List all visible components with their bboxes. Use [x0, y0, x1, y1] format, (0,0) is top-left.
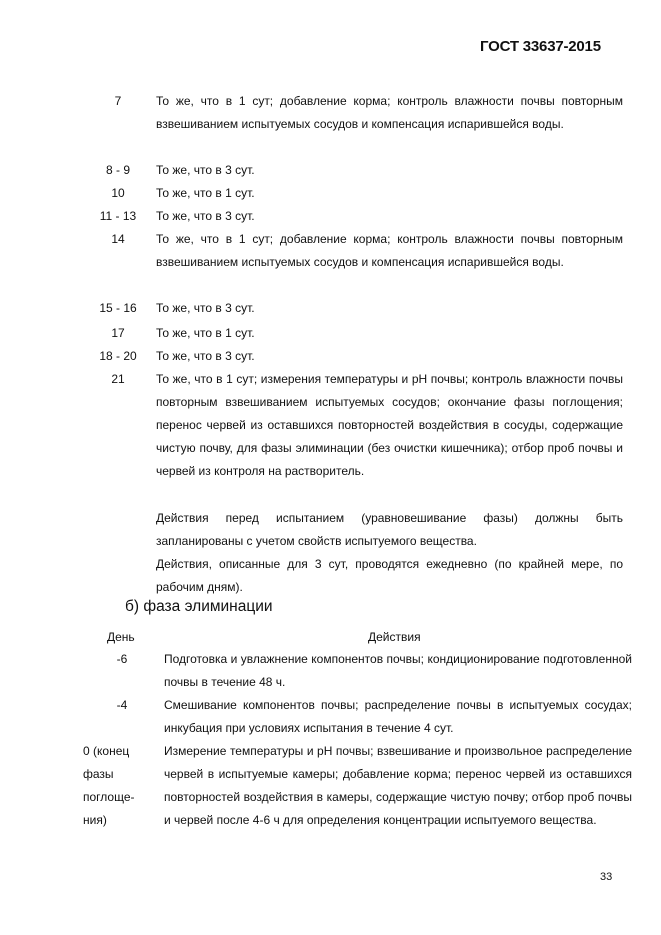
page-number: 33 — [600, 871, 613, 883]
row-actions: То же, что в 1 сут; добавление корма; контроль влажности почвы повторным взвешиванием испытуемых сосудов и компенсация испарившейся воды. — [156, 232, 623, 269]
row-day: 18 - 20 — [99, 349, 137, 363]
row-actions: То же, что в 1 сут; измерения температуры и рН почвы; контроль влажности почвы повторным взвешиванием испытуемых сосудов; окончание фазы поглощения; перенос червей из оставшихся повторностей воздействия в сосуды, содержащие чистую почву, для фазы элиминации (без очистки кишечника); отбор проб почвы и червей из контроля на растворитель. — [156, 372, 623, 478]
row-day: -6 — [116, 652, 128, 666]
note-paragraph: Действия, описанные для 3 сут, проводятся ежедневно (по крайней мере, по рабочим дням). — [156, 557, 623, 594]
row-actions: То же, что в 1 сут. — [156, 326, 255, 340]
note-paragraph: Действия перед испытанием (уравновешивание фазы) должны быть запланированы с учетом свойств испытуемого вещества. — [156, 511, 623, 548]
row-actions: Измерение температуры и рН почвы; взвешивание и произвольное распределение червей в испытуемые камеры; добавление корма; перенос червей из оставшихся повторностей воздействия в камеры, содержащие чистую почву; отбор проб почвы и червей после 4-6 ч для определения концентрации испытуемого вещества. — [164, 744, 632, 827]
column-header-day: День — [107, 630, 135, 644]
row-day: 14 — [111, 232, 125, 246]
section-title: б) фаза элиминации — [125, 598, 273, 615]
row-actions: Смешивание компонентов почвы; распределение почвы в испытуемых сосудах; инкубация при условиях испытания в течение 4 сут. — [164, 698, 632, 735]
row-day: 7 — [114, 94, 122, 108]
document-standard-header: ГОСТ 33637-2015 — [480, 38, 601, 55]
row-day: 15 - 16 — [99, 301, 137, 315]
row-actions: То же, что в 1 сут. — [156, 186, 255, 200]
row-day: 21 — [111, 372, 125, 386]
row-day: -4 — [116, 698, 128, 712]
row-actions: Подготовка и увлажнение компонентов почвы; кондиционирование подготовленной почвы в течение 48 ч. — [164, 652, 632, 689]
row-day: 11 - 13 — [99, 209, 137, 223]
row-day: 10 — [111, 186, 125, 200]
row-actions: То же, что в 3 сут. — [156, 349, 255, 363]
row-day: 0 (конец фазы поглоще-ния) — [83, 744, 135, 827]
row-actions: То же, что в 3 сут. — [156, 163, 255, 177]
column-header-actions: Действия — [368, 630, 421, 644]
row-day: 8 - 9 — [105, 163, 130, 177]
row-day: 17 — [111, 326, 125, 340]
row-actions: То же, что в 3 сут. — [156, 209, 255, 223]
row-actions: То же, что в 3 сут. — [156, 301, 255, 315]
row-actions: То же, что в 1 сут; добавление корма; контроль влажности почвы повторным взвешиванием испытуемых сосудов и компенсация испарившейся воды. — [156, 94, 623, 131]
